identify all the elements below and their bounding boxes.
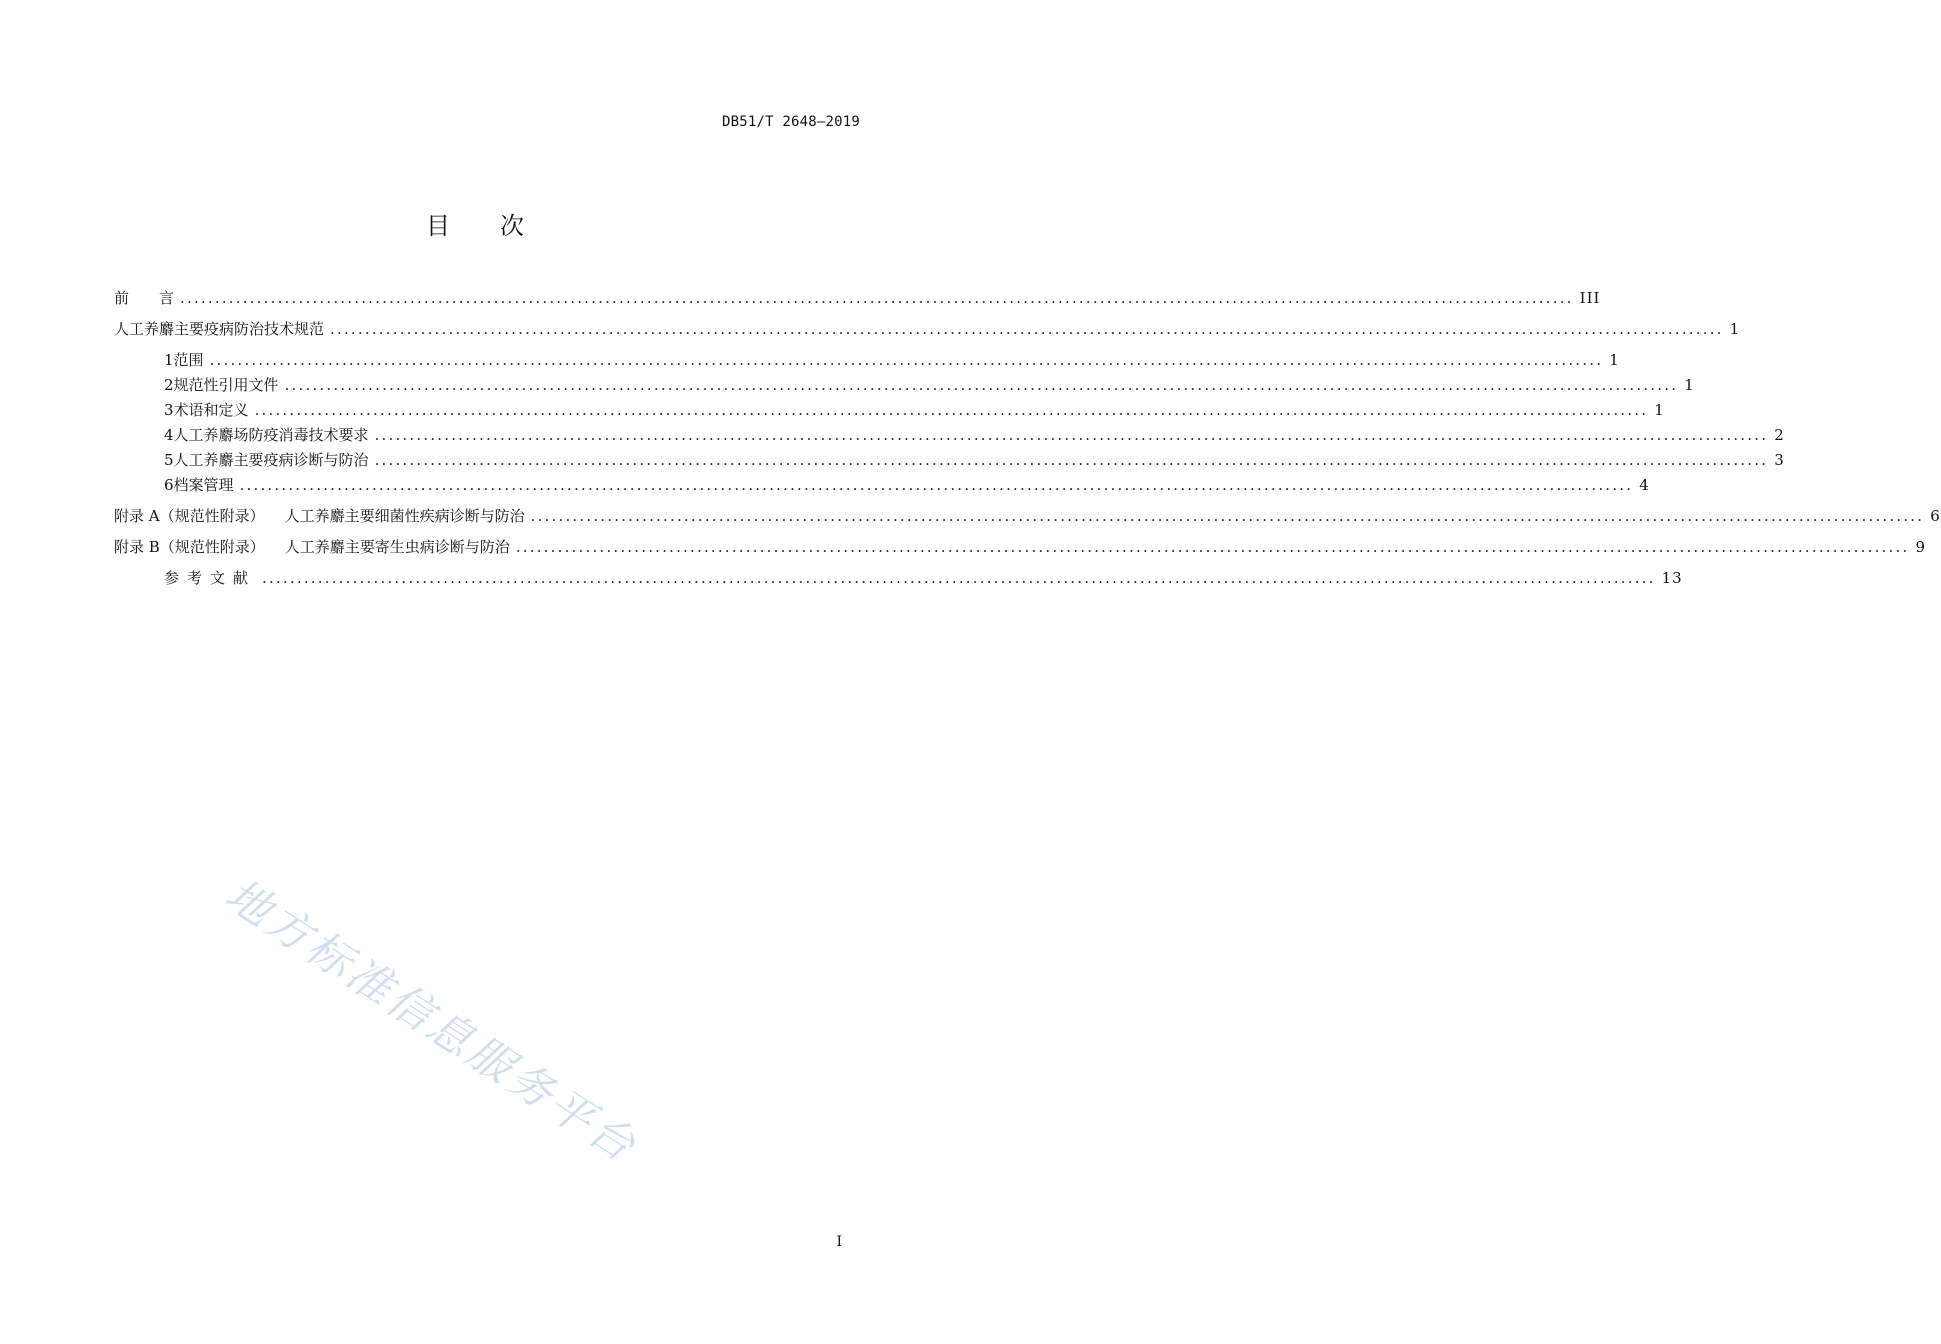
dot-leader: ........................................................................................................................................................................................................: [530, 507, 1925, 525]
toc-section-number: 4: [164, 426, 174, 444]
toc-entry-label: 人工养麝主要细菌性疾病诊断与防治: [284, 507, 525, 525]
toc-page-number: 13: [1661, 569, 1683, 587]
toc-entry-section-4[interactable]: [164, 423, 1785, 447]
toc-appendix-prefix: 附录 A（规范性附录）: [114, 507, 265, 525]
toc-entry-section-3[interactable]: [164, 398, 1665, 422]
toc-page-number: 3: [1774, 451, 1785, 469]
dot-leader: ........................................................................................................................................................................................................: [284, 376, 1679, 394]
toc-section-number: 1: [164, 351, 174, 369]
page-title-char-1: 目: [426, 212, 450, 240]
toc-entry-label: 前 言: [114, 289, 175, 307]
toc-page-number: 1: [1729, 320, 1741, 338]
toc-page-number: 4: [1639, 476, 1650, 494]
standard-code: DB51/T 2648—2019: [721, 114, 860, 130]
dot-leader: ........................................................................................................................................................................................................: [209, 351, 1604, 369]
toc-entry-label: 人工养麝主要疫病诊断与防治: [173, 451, 369, 469]
toc-section-number: 3: [164, 401, 174, 419]
toc-entry-label: 人工养麝场防疫消毒技术要求: [173, 426, 369, 444]
dot-leader: ........................................................................................................................................................................................................: [254, 401, 1649, 419]
dot-leader: ........................................................................................................................................................................................................: [180, 289, 1574, 307]
dot-leader: ........................................................................................................................................................................................................: [374, 426, 1769, 444]
toc-entry-appendix-b[interactable]: [114, 535, 1926, 559]
toc-section-number: 6: [164, 476, 174, 494]
toc-entry-section-2[interactable]: [164, 373, 1695, 397]
toc-entry-label: 术语和定义: [173, 401, 249, 419]
toc-page-number: 1: [1609, 351, 1620, 369]
toc-page-number: 2: [1774, 426, 1785, 444]
page-title: [0, 206, 950, 241]
toc-entry-foreword[interactable]: [114, 286, 1601, 310]
toc-page-number: III: [1579, 289, 1601, 307]
toc-section-number: 2: [164, 376, 174, 394]
toc-entry-section-5[interactable]: [164, 448, 1785, 472]
dot-leader: ........................................................................................................................................................................................................: [330, 320, 1724, 338]
dot-leader: ........................................................................................................................................................................................................: [374, 451, 1769, 469]
toc-entry-section-1[interactable]: [164, 348, 1620, 372]
toc-page-number: 1: [1684, 376, 1695, 394]
toc-entry-label: 人工养麝主要寄生虫病诊断与防治: [284, 538, 510, 556]
toc-section-number: 5: [164, 451, 174, 469]
toc-page-number: 6: [1930, 507, 1941, 525]
toc-entry-appendix-a[interactable]: [114, 504, 1941, 528]
toc-entry-references[interactable]: [164, 566, 1683, 590]
toc-entry-label: 档案管理: [173, 476, 234, 494]
dot-leader: ........................................................................................................................................................................................................: [515, 538, 1910, 556]
toc-entry-label: 人工养麝主要疫病防治技术规范: [114, 320, 325, 338]
dot-leader: ........................................................................................................................................................................................................: [239, 476, 1634, 494]
dot-leader: ........................................................................................................................................................................................................: [262, 569, 1656, 587]
toc-page-number: 1: [1654, 401, 1665, 419]
watermark: 地方标准信息服务平台: [216, 869, 647, 1174]
toc-entry-section-6[interactable]: [164, 473, 1650, 497]
toc-entry-label: 范围: [173, 351, 204, 369]
page-title-char-2: 次: [500, 212, 524, 240]
toc-entry-label: 规范性引用文件: [173, 376, 279, 394]
toc-appendix-prefix: 附录 B（规范性附录）: [114, 538, 265, 556]
toc-page-number: 9: [1915, 538, 1926, 556]
toc-entry-label: 参考文献: [164, 569, 257, 587]
footer-page-number: I: [836, 1234, 842, 1250]
toc-entry-main[interactable]: [114, 317, 1741, 341]
